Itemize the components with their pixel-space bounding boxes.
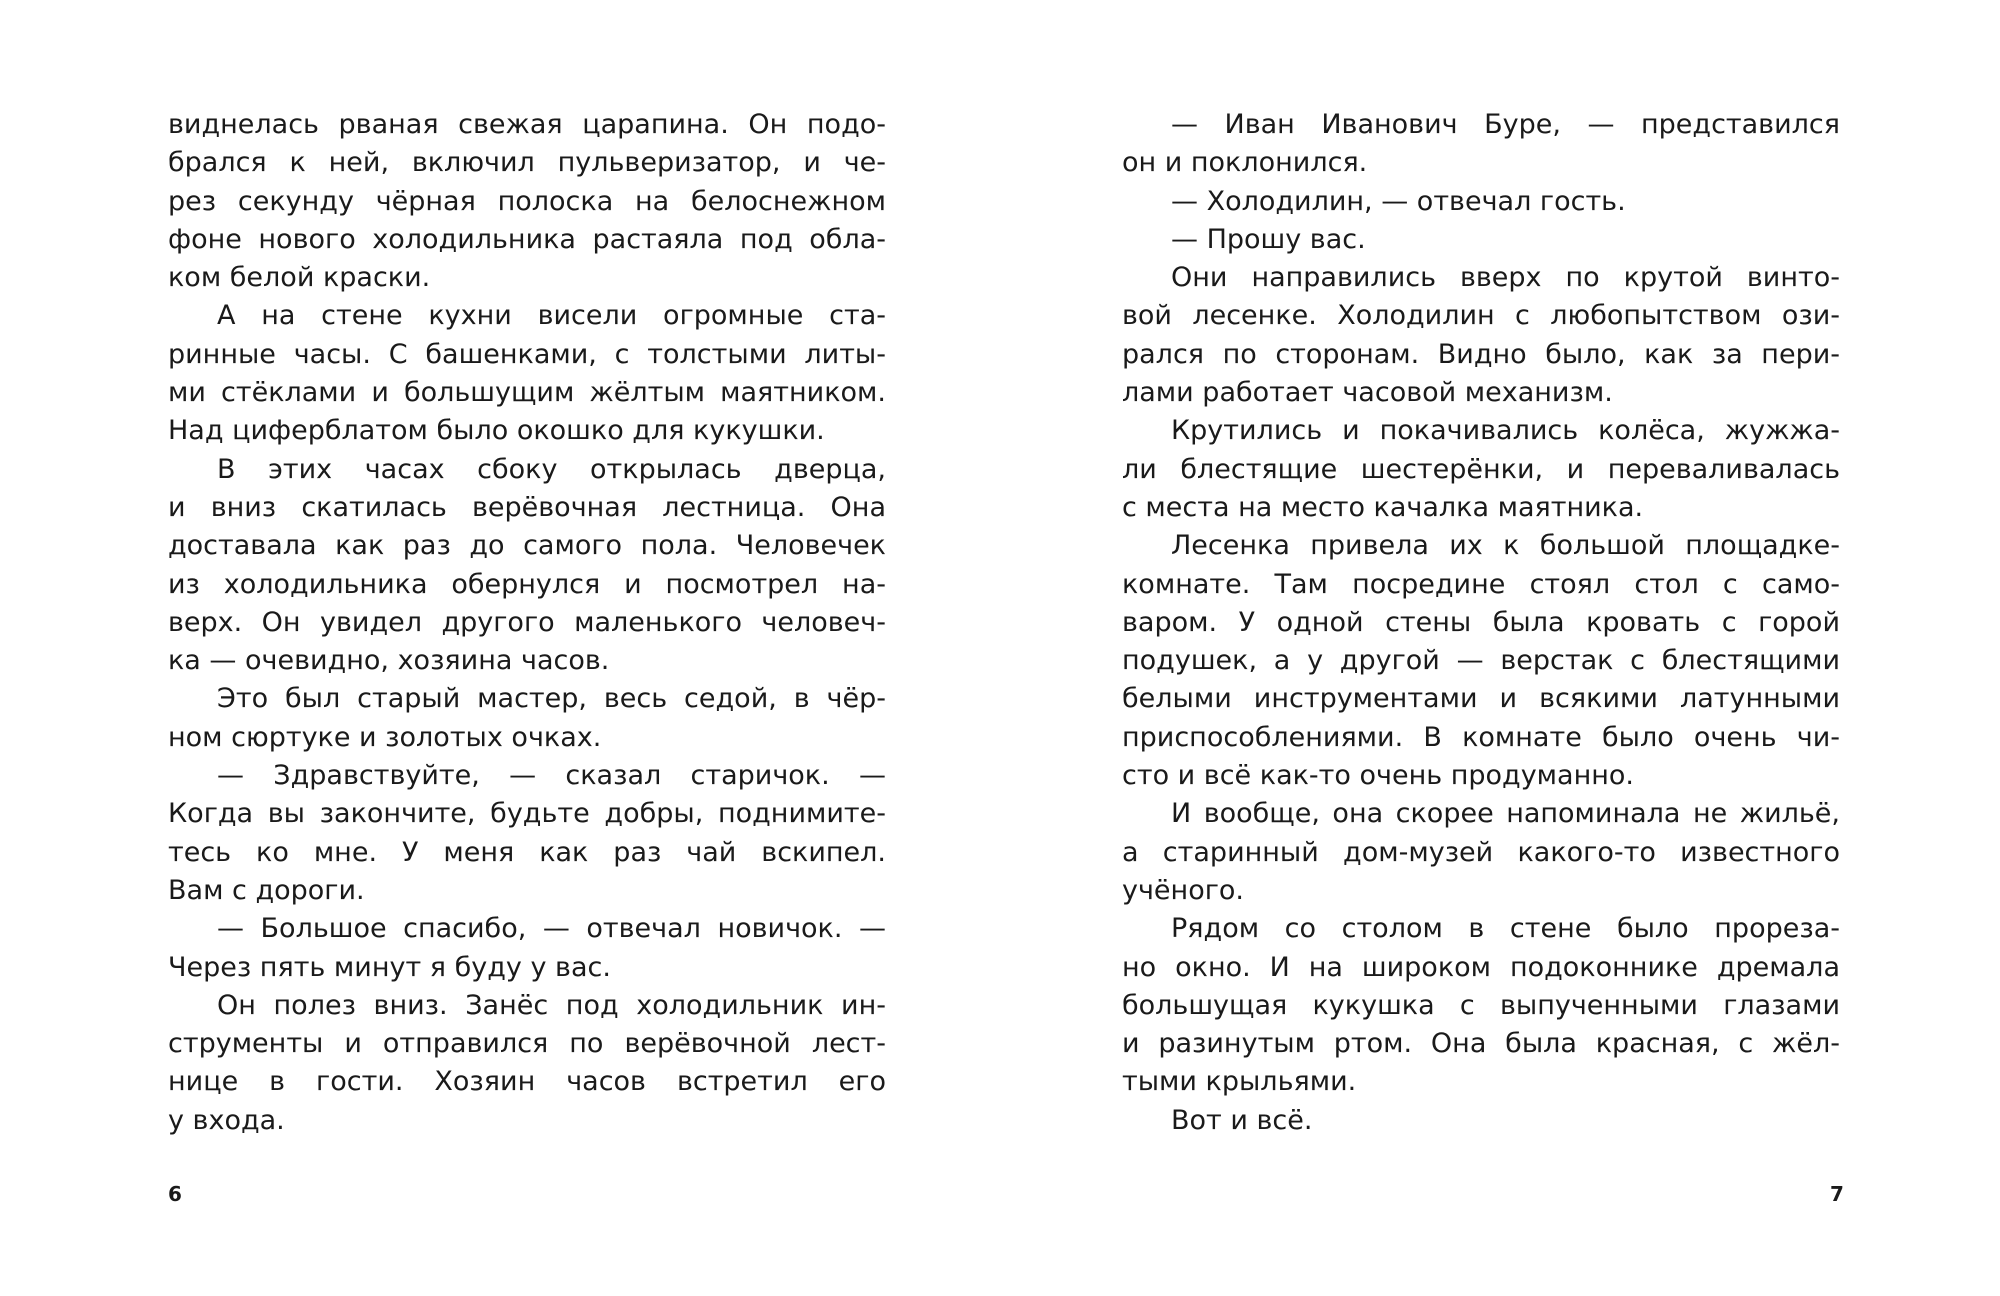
text-line: тесь ко мне. У меня как раз чай вскипел. (168, 836, 886, 868)
text-line: большущая кукушка с выпученными глазами (1122, 989, 1840, 1021)
text-line: ка — очевидно, хозяина часов. (168, 645, 610, 677)
right-page-text (1122, 106, 1840, 1140)
text-line: ном сюртуке и золотых очках. (168, 721, 602, 753)
text-line: учёного. (1122, 874, 1245, 906)
text-line: у входа. (168, 1104, 285, 1136)
text-line: Крутились и покачивались колёса, жужжа- (1171, 415, 1840, 447)
text-line: подушек, а у другой — верстак с блестящими (1122, 645, 1840, 677)
text-line: — Прошу вас. (1171, 223, 1366, 255)
text-line: с места на место качалка маятника. (1122, 491, 1644, 523)
text-line: вой лесенке. Холодилин с любопытством ози- (1122, 300, 1840, 332)
text-line: он и поклонился. (1122, 147, 1368, 179)
text-line: Когда вы закончите, будьте добры, поднимите- (168, 798, 886, 830)
text-line: А на стене кухни висели огромные ста- (217, 300, 886, 332)
left-page-text (168, 106, 886, 1140)
text-line: Через пять минут я буду у вас. (168, 951, 611, 983)
text-line: И вообще, она скорее напоминала не жильё, (1171, 798, 1840, 830)
text-line: — Большое спасибо, — отвечал новичок. — (217, 913, 886, 945)
text-line: — Здравствуйте, — сказал старичок. — (217, 760, 886, 792)
text-line: доставала как раз до самого пола. Человечек (168, 530, 886, 562)
text-line: Вот и всё. (1171, 1104, 1313, 1136)
text-line: Лесенка привела их к большой площадке- (1171, 530, 1840, 562)
text-line: варом. У одной стены была кровать с горой (1122, 606, 1840, 638)
text-line: нице в гости. Хозяин часов встретил его (168, 1066, 886, 1098)
text-line: Они направились вверх по крутой винто- (1171, 262, 1840, 294)
text-line: В этих часах сбоку открылась дверца, (217, 453, 886, 485)
right-page (1122, 106, 1840, 1140)
text-line: фоне нового холодильника растаяла под обла- (168, 223, 886, 255)
text-line: но окно. И на широком подоконнике дремала (1122, 951, 1840, 983)
text-line: Он полез вниз. Занёс под холодильник ин- (217, 989, 886, 1021)
text-line: брался к ней, включил пульверизатор, и че- (168, 147, 886, 179)
text-line: Это был старый мастер, весь седой, в чёр- (217, 683, 886, 715)
text-line: ринные часы. С башенками, с толстыми литы- (168, 338, 886, 370)
text-line: и вниз скатилась верёвочная лестница. Она (168, 491, 886, 523)
right-page-number: 7 (1830, 1182, 1844, 1206)
text-line: из холодильника обернулся и посмотрел на- (168, 568, 886, 600)
text-line: и разинутым ртом. Она была красная, с жёл- (1122, 1028, 1840, 1060)
left-page (168, 106, 886, 1140)
text-line: струменты и отправился по верёвочной лест- (168, 1028, 886, 1060)
text-line: сто и всё как-то очень продуманно. (1122, 760, 1634, 792)
text-line: приспособлениями. В комнате было очень чи- (1122, 721, 1840, 753)
text-line: рался по сторонам. Видно было, как за пери- (1122, 338, 1840, 370)
text-line: комнате. Там посредине стоял стол с само- (1122, 568, 1840, 600)
text-line: рез секунду чёрная полоска на белоснежном (168, 185, 886, 217)
text-line: Вам с дороги. (168, 874, 365, 906)
text-line: — Иван Иванович Буре, — представился (1171, 109, 1840, 140)
text-line: белыми инструментами и всякими латунными (1122, 683, 1840, 715)
text-line: Рядом со столом в стене было прореза- (1171, 913, 1840, 945)
text-line: лами работает часовой механизм. (1122, 377, 1613, 409)
text-line: ли блестящие шестерёнки, и переваливалась (1122, 453, 1840, 485)
text-line: ми стёклами и большущим жёлтым маятником. (168, 377, 886, 409)
text-line: Над циферблатом было окошко для кукушки. (168, 415, 825, 447)
text-line: а старинный дом-музей какого-то известного (1122, 836, 1840, 868)
text-line: ком белой краски. (168, 262, 431, 294)
left-page-number: 6 (168, 1182, 182, 1206)
text-line: виднелась рваная свежая царапина. Он подо- (168, 109, 886, 140)
text-line: — Холодилин, — отвечал гость. (1171, 185, 1626, 217)
text-line: верх. Он увидел другого маленького человеч- (168, 606, 886, 638)
text-line: тыми крыльями. (1122, 1066, 1357, 1098)
